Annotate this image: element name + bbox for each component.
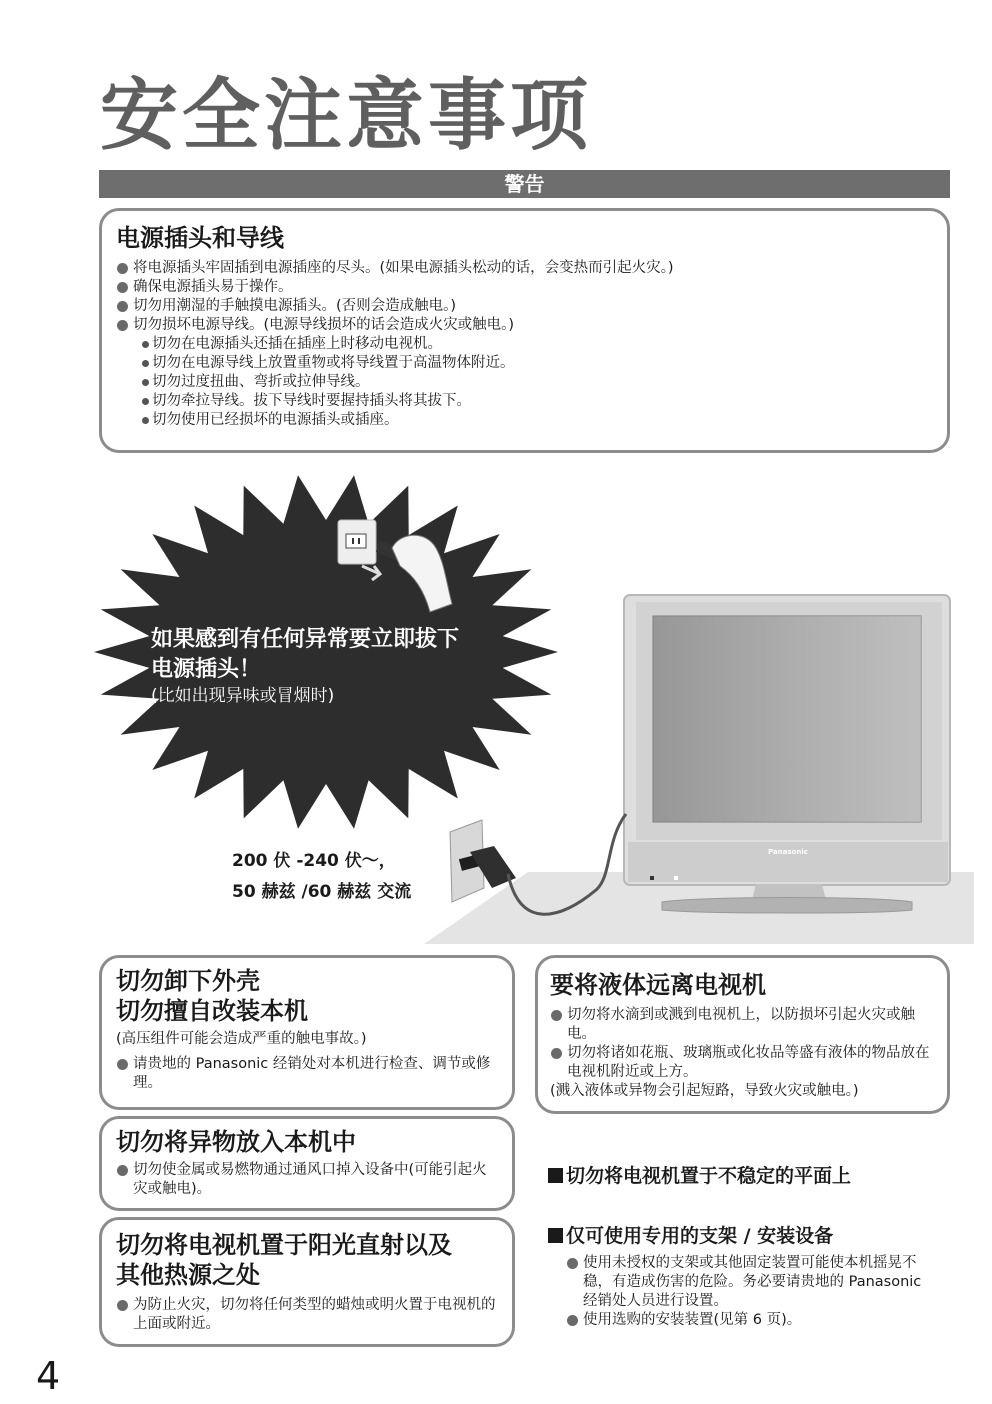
stand-items [566,1254,936,1330]
foreign-heading: 切勿将异物放入本机中 [116,1128,356,1156]
tv-brand-label: Panasonic [768,848,808,856]
burst-message [151,625,459,707]
tv-illustration [624,595,950,913]
burst-line-3: (比如出现异味或冒烟时) [151,686,335,706]
list-item: 切勿将水滴到或溅到电视机上，以防损坏引起火灾或触电。 [550,1006,935,1044]
stand-heading: 仅可使用专用的支架 / 安装设备 [548,1224,833,1248]
list-item: 将电源插头牢固插到电源插座的尽头。(如果电源插头松动的话，会变热而引起火灾。) [116,259,931,278]
sunlight-box [99,1217,515,1347]
list-item: 为防止火灾，切勿将任何类型的蜡烛或明火置于电视机的上面或附近。 [116,1296,498,1334]
list-item: 切勿牵拉导线。拔下导线时要握持插头将其拔下。 [142,392,931,411]
liquid-heading: 要将液体远离电视机 [550,971,766,999]
unstable-heading: 切勿将电视机置于不稳定的平面上 [548,1164,851,1188]
cover-warning-box [99,955,515,1110]
sunlight-heading-1: 切勿将电视机置于阳光直射以及 [116,1231,452,1259]
power-section-heading: 电源插头和导线 [116,224,284,252]
list-item: 切勿使金属或易燃物通过通风口掉入设备中(可能引起火灾或触电)。 [116,1161,498,1199]
foreign-object-box [99,1116,515,1211]
list-item: 切勿用潮湿的手触摸电源插头。(否则会造成触电。) [116,297,931,316]
list-item: 切勿使用已经损坏的电源插头或插座。 [142,411,931,430]
voltage-line-2: 50 赫兹 /60 赫兹 交流 [232,882,412,902]
list-item: 使用选购的安装装置(见第 6 页)。 [566,1311,936,1330]
voltage-label [232,846,411,908]
cover-heading-2: 切勿擅自改装本机 [116,997,308,1025]
page-title: 安全注意事项 [100,71,593,161]
burst-line-2: 电源插头！ [151,657,262,682]
warning-bar: 警告 [99,170,950,198]
sunlight-heading-2: 其他热源之处 [116,1261,260,1289]
list-item: 切勿过度扭曲、弯折或拉伸导线。 [142,373,931,392]
list-item: 切勿损坏电源导线。(电源导线损坏的话会造成火灾或触电。) [116,316,931,335]
square-bullet-icon [548,1168,563,1183]
voltage-line-1: 200 伏 -240 伏～， [232,851,396,871]
square-bullet-icon [548,1228,563,1243]
cover-note: (高压组件可能会造成严重的触电事故。) [116,1031,367,1047]
cover-heading-1: 切勿卸下外壳 [116,967,260,995]
list-item: 切勿在电源插头还插在插座上时移动电视机。 [142,335,931,354]
liquid-note: (溅入液体或异物会引起短路，导致火灾或触电。) [550,1083,859,1099]
list-item: 使用未授权的支架或其他固定装置可能使本机摇晃不稳，有造成伤害的危险。务必要请贵地的 Panasonic 经销处人员进行设置。 [566,1254,936,1311]
list-item: 请贵地的 Panasonic 经销处对本机进行检查、调节或修理。 [116,1055,498,1093]
burst-line-1: 如果感到有任何异常要立即拔下 [151,627,460,652]
list-item: 切勿将诸如花瓶、玻璃瓶或化妆品等盛有液体的物品放在电视机附近或上方。 [550,1044,935,1082]
liquid-box [535,955,950,1114]
list-item: 切勿在电源导线上放置重物或将导线置于高温物体附近。 [142,354,931,373]
list-item: 确保电源插头易于操作。 [116,278,931,297]
page-number: 4 [36,1354,61,1398]
